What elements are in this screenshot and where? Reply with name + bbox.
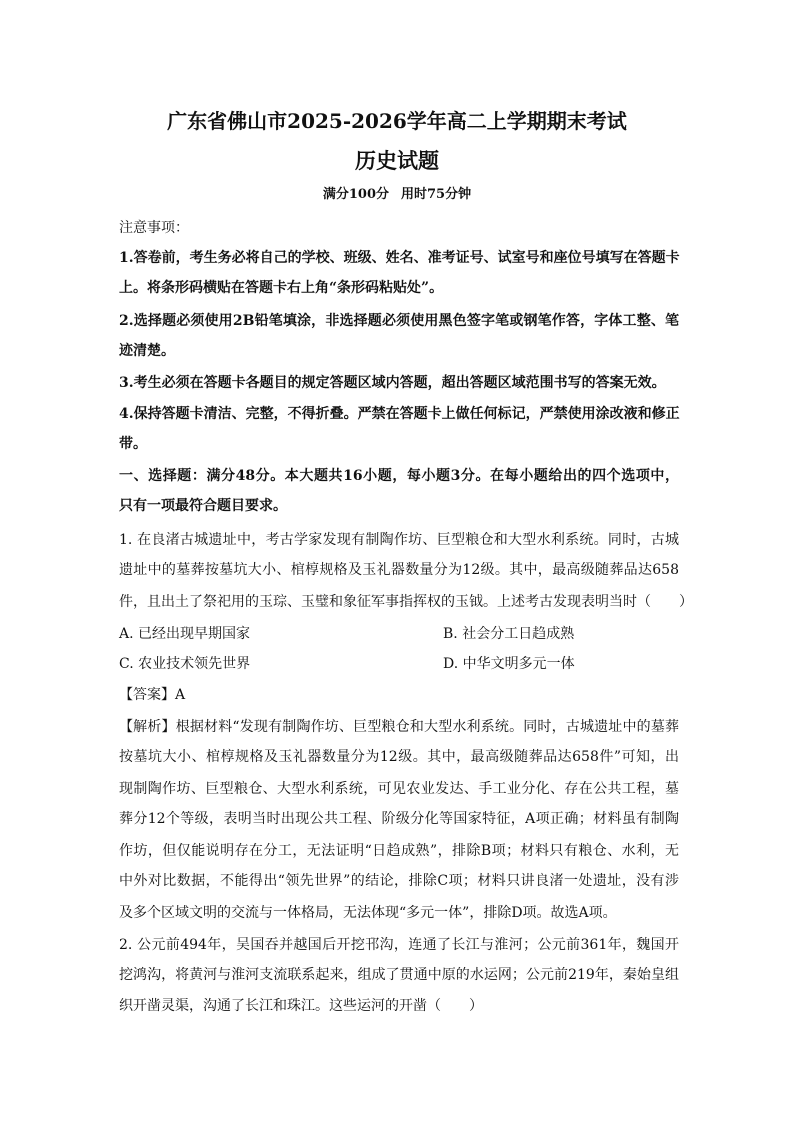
question-1-analysis-line: 作坊，但仅能说明存在分工，无法证明“日趋成熟”，排除B项；材料只有粮仓、水利，无 [119,843,679,859]
section-1-heading: 一、选择题：满分48分。本大题共16小题，每小题3分。在每小题给出的四个选项中， [119,468,679,484]
notice-item-2: 2.选择题必须使用2B铅笔填涂，非选择题必须使用黑色签字笔或钢笔作答，字体工整、笔 [119,313,679,329]
question-1-option-a: A. 已经出现早期国家 [119,626,251,642]
question-1-analysis-line: 中外对比数据，不能得出“领先世界”的结论，排除C项；材料只讲良渚一处遗址，没有涉 [119,873,679,889]
question-1-answer: 【答案】A [119,687,186,703]
notice-item-4-cont: 带。 [119,436,147,452]
notice-item-4: 4.保持答题卡清洁、完整，不得折叠。严禁在答题卡上做任何标记，严禁使用涂改液和修正 [119,406,680,422]
time-label: 用时75分钟 [401,187,472,202]
question-1-stem-3: 件，且出土了祭祀用的玉琮、玉璧和象征军事指挥权的玉钺。上述考古发现表明当时（ ） [119,594,693,610]
section-1-heading-cont: 只有一项最符合题目要求。 [119,498,287,514]
score-label: 满分100分 [322,187,390,202]
notice-item-3: 3.考生必须在答题卡各题目的规定答题区域内答题，超出答题区域范围书写的答案无效。 [119,375,666,391]
question-1-option-c: C. 农业技术领先世界 [119,656,251,672]
question-2-stem-2: 挖鸿沟，将黄河与淮河支流联系起来，组成了贯通中原的水运网；公元前219年，秦始皇组 [119,967,679,983]
question-1-analysis-line: 【解析】根据材料“发现有制陶作坊、巨型粮仓和大型水利系统。同时，古城遗址中的墓葬 [119,719,679,735]
question-2-stem: 2. 公元前494年，吴国吞并越国后开挖邗沟，连通了长江与淮河；公元前361年，魏国开 [119,937,679,953]
question-1-stem-2: 遗址中的墓葬按墓坑大小、棺椁规格及玉礼器数量分为12级。其中，最高级随葬品达658 [119,562,679,578]
question-1-option-b: B. 社会分工日趋成熟 [443,626,575,642]
exam-subject-title: 历史试题 [355,148,439,173]
question-1-analysis-line: 葬分12个等级，表明当时出现公共工程、阶级分化等国家特征，A项正确；材料虽有制陶 [119,811,679,827]
exam-meta [0,183,794,202]
question-1-analysis-line: 及多个区域文明的交流与一体格局，无法体现“多元一体”，排除D项。故选A项。 [119,905,617,921]
question-1-option-d: D. 中华文明多元一体 [443,656,575,672]
notice-item-1: 1.答卷前，考生务必将自己的学校、班级、姓名、准考证号、试室号和座位号填写在答题卡 [119,250,680,266]
notice-item-1-cont: 上。将条形码横贴在答题卡右上角“条形码粘贴处”。 [119,280,444,296]
notice-heading: 注意事项： [119,220,189,236]
question-1-stem: 1. 在良渚古城遗址中，考古学家发现有制陶作坊、巨型粮仓和大型水利系统。同时，古城 [119,532,679,548]
question-2-stem-3: 织开凿灵渠，沟通了长江和珠江。这些运河的开凿（ ） [119,998,483,1014]
exam-title: 广东省佛山市2025-2026学年高二上学期期末考试 [167,109,627,133]
notice-item-2-cont: 迹清楚。 [119,343,175,359]
question-1-analysis-line: 现制陶作坊、巨型粮仓、大型水利系统，可见农业发达、手工业分化、存在公共工程，墓 [119,781,679,797]
question-1-analysis-line: 按墓坑大小、棺椁规格及玉礼器数量分为12级。其中，最高级随葬品达658件”可知，出 [119,749,679,765]
